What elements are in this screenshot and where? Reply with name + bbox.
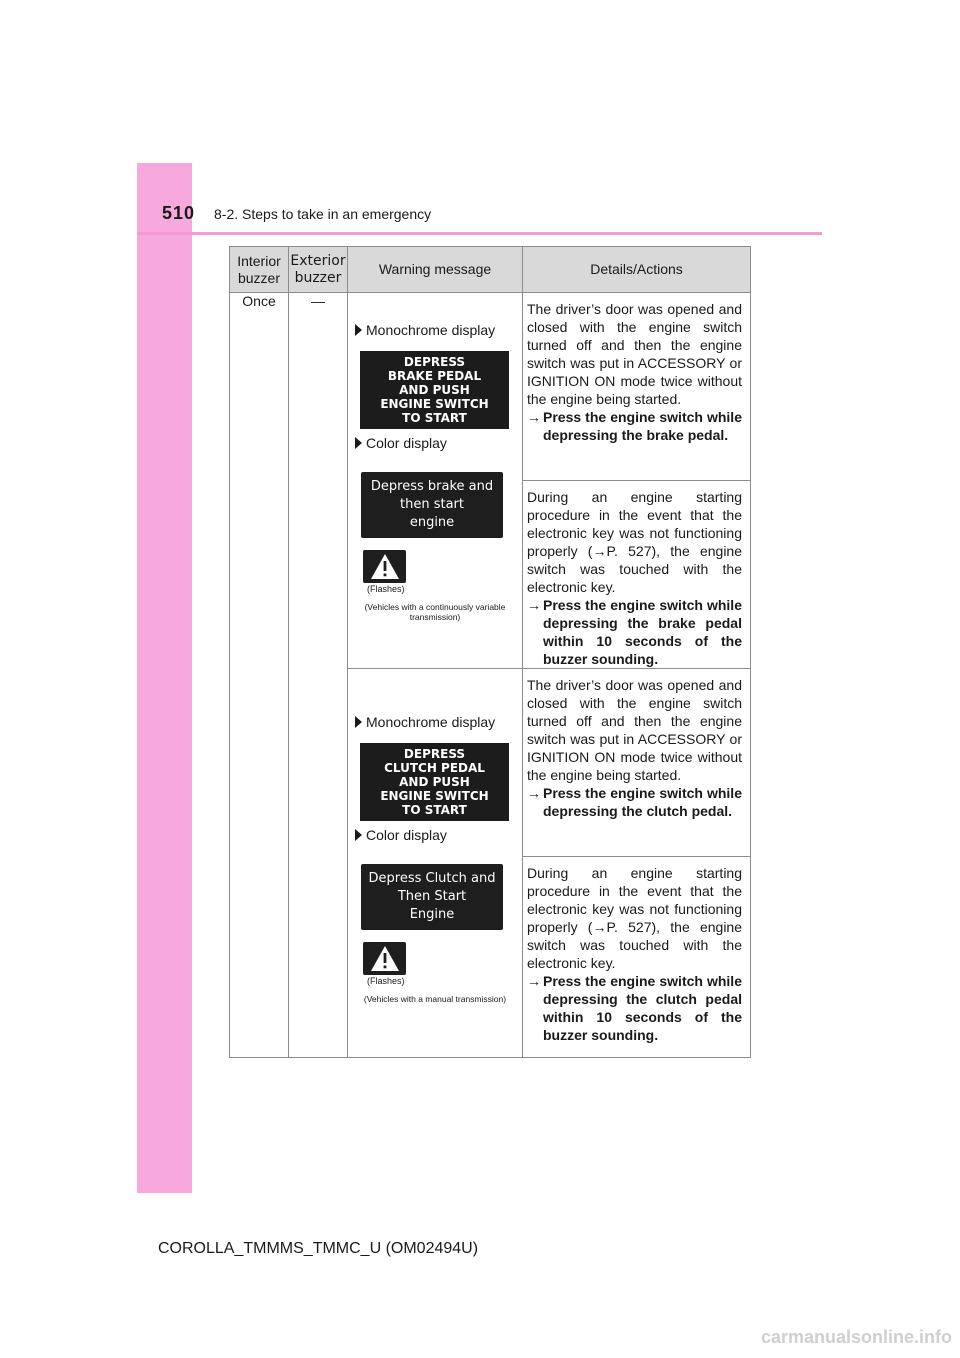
arrow-right-icon [355,716,362,728]
vehicle-note: (Vehicles with a manual transmission) [363,994,507,1004]
warning-message-cvt [348,293,523,669]
detail-text: The driver’s door was opened and closed with the engine switch turned off and then the engine switch was put in ACCESSORY or IGNITION ON mode twice without the engine being started. [527,301,742,407]
col-warning-message: Warning message [348,247,523,293]
col-exterior-buzzer: Exterior buzzer [289,247,348,293]
arrow-icon: → [527,973,541,989]
monochrome-display-message: DEPRESS BRAKE PEDAL AND PUSH ENGINE SWITCH TO START [360,351,509,429]
details-cell [523,857,751,1058]
monochrome-display-message: DEPRESS CLUTCH PEDAL AND PUSH ENGINE SWITCH TO START [360,743,509,821]
action-text: → Press the engine switch while depressing the clutch pedal within 10 seconds of the buzzer sounding. [527,973,742,1043]
flashes-note: (Flashes) [367,584,405,594]
vehicle-note: (Vehicles with a continuously variable transmission) [364,602,506,622]
monochrome-display-label: Monochrome display [348,322,522,338]
detail-text: During an engine starting procedure in the event that the electronic key was not functioning properly (→P. 527), the engine switch was touched with the electronic key. [527,489,742,595]
detail-text: The driver’s door was opened and closed with the engine switch turned off and then the engine switch was put in ACCESSORY or IGNITION ON mode twice without the engine being started. [527,677,742,783]
monochrome-display-label: Monochrome display [348,714,522,730]
flashes-note: (Flashes) [367,976,405,986]
color-display-label: Color display [348,435,522,451]
arrow-icon: → [527,785,541,801]
section-title: 8-2. Steps to take in an emergency [214,206,432,222]
color-display-label: Color display [348,827,522,843]
col-details-actions: Details/Actions [523,247,751,293]
header-rule [137,232,822,235]
side-color-band [137,163,192,1193]
arrow-icon: → [527,597,541,613]
col-interior-buzzer: Interior buzzer [230,247,289,293]
details-cell [523,293,751,481]
action-text: → Press the engine switch while depressing the clutch pedal. [527,785,742,819]
action-text: → Press the engine switch while depressing the brake pedal. [527,409,742,443]
warning-message-manual [348,669,523,1058]
table-row [230,293,751,481]
document-code: COROLLA_TMMMS_TMMC_U (OM02494U) [158,1240,479,1257]
page-number: 510 [162,203,196,223]
warning-triangle-icon [363,942,406,975]
arrow-right-icon [355,324,362,336]
details-cell [523,481,751,669]
exterior-buzzer-value: — [289,293,348,1058]
details-cell [523,669,751,857]
action-text: → Press the engine switch while depressing the brake pedal within 10 seconds of the buzzer sounding. [527,597,742,667]
watermark: carmanualsonline.info [760,1327,952,1347]
arrow-right-icon [355,829,362,841]
table-header-row [230,247,751,293]
detail-text: During an engine starting procedure in the event that the electronic key was not functioning properly (→P. 527), the engine switch was touched with the electronic key. [527,865,742,971]
interior-buzzer-value: Once [230,293,289,1058]
arrow-right-icon [355,437,362,449]
arrow-icon: → [527,409,541,425]
warning-triangle-icon [363,550,406,583]
color-display-message: Depress Clutch and Then Start Engine [361,864,503,930]
warning-table [229,246,751,1058]
color-display-message: Depress brake and then start engine [361,472,503,538]
